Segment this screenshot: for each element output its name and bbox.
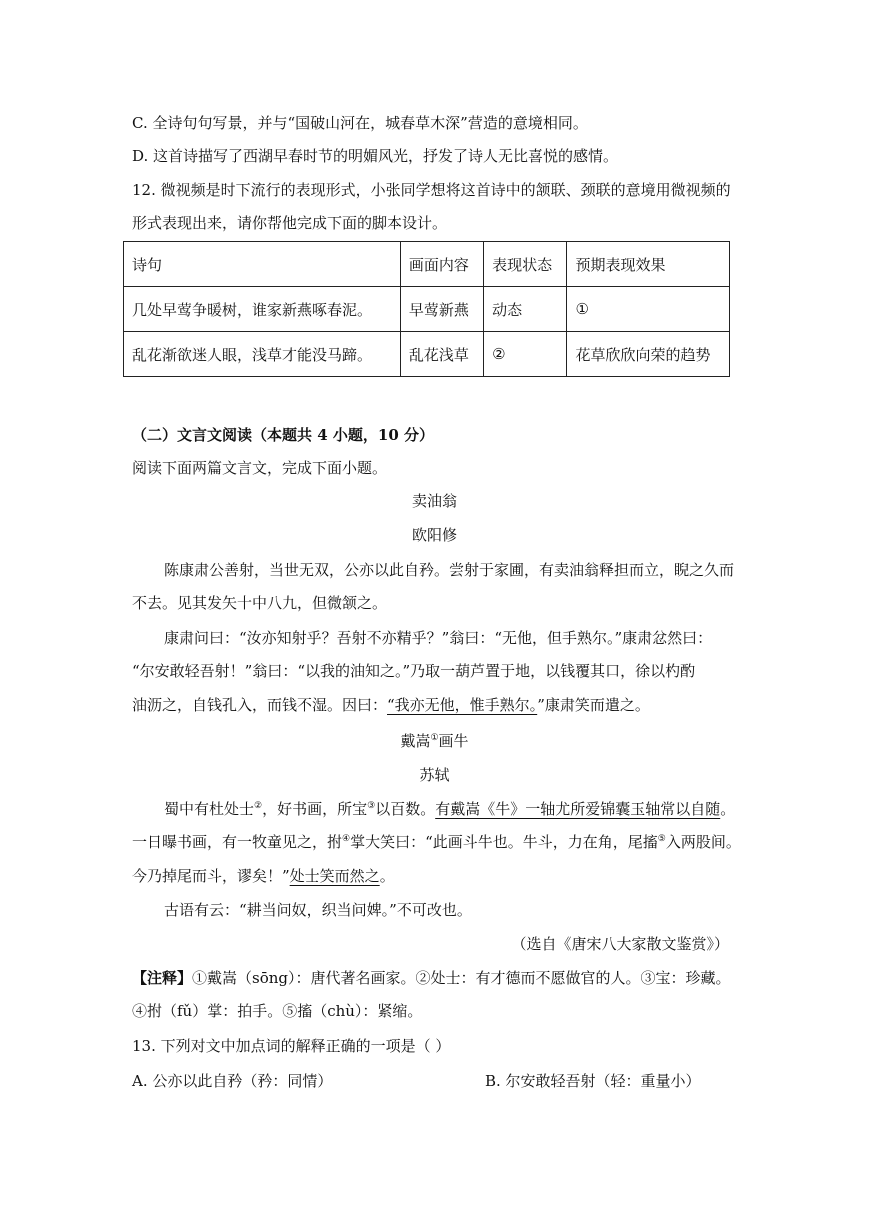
notes-line2: ④拊（fǔ）掌：拍手。⑤搐（chù）：紧缩。 [132,1002,423,1020]
footnote-marker: ⑤ [657,834,666,844]
table-row [124,287,730,332]
table-header-cell: 预期表现效果 [567,242,730,287]
option-d: D. 这首诗描写了西湖早春时节的明媚风光，抒发了诗人无比喜悦的感情。 [132,147,619,165]
underlined-sentence: “我亦无他，惟手熟尔。 [387,696,538,714]
table-header-row [124,242,730,287]
table-cell: 动态 [484,287,567,332]
question-13-stem: 13. 下列对文中加点词的解释正确的一项是（ ） [132,1037,451,1055]
footnote-marker: ① [430,733,439,743]
notes-line1: 【注释】①戴嵩（sōng）：唐代著名画家。②处士：有才德而不愿做官的人。③宝：珍藏。 [132,969,731,987]
table-cell: 几处早莺争暖树，谁家新燕啄春泥。 [124,287,401,332]
script-table [123,241,730,377]
table-cell: 乱花浅草 [400,332,483,377]
text2-title: 戴嵩①画牛 [400,732,469,750]
underlined-sentence: 有戴嵩《牛》一轴尤所爱锦囊玉轴常以自随 [435,800,721,818]
text1-p1-line1: 陈康肃公善射，当世无双，公亦以此自矜。尝射于家圃，有卖油翁释担而立，睨之久而 [164,561,735,579]
table-cell-blank-1: ① [567,287,730,332]
table-header-cell: 表现状态 [484,242,567,287]
text2-p2: 古语有云：“耕当问奴，织当问婢。”不可改也。 [164,901,472,919]
section-instruction: 阅读下面两篇文言文，完成下面小题。 [132,459,388,477]
question-12-line1: 12. 微视频是时下流行的表现形式，小张同学想将这首诗中的颔联、颈联的意境用微视频的 [132,181,731,199]
underlined-sentence: 处士笑而然之 [289,867,380,885]
question-13-option-a: A. 公亦以此自矜（矜：同情） [132,1072,333,1090]
text2-p1-line2: 一日曝书画，有一牧童见之，拊④掌大笑曰：“此画斗牛也。牛斗，力在角，尾搐⑤入两股间。 [132,833,741,851]
question-13-option-b: B. 尔安敢轻吾射（轻：重量小） [485,1072,701,1090]
table-header-cell: 画面内容 [400,242,483,287]
question-12-line2: 形式表现出来，请你帮他完成下面的脚本设计。 [132,214,448,232]
text1-p2-line3: 油沥之，自钱孔入，而钱不湿。因曰：“我亦无他，惟手熟尔。”康肃笑而遣之。 [132,696,650,714]
text1-author: 欧阳修 [411,526,457,544]
text2-p1-line3: 今乃掉尾而斗，谬矣！”处士笑而然之。 [132,867,395,885]
notes-label: 【注释】 [132,969,193,987]
text2-author: 苏轼 [419,766,450,784]
option-c: C. 全诗句句写景，并与“国破山河在，城春草木深”营造的意境相同。 [132,114,588,132]
table-row [124,332,730,377]
footnote-marker: ② [254,801,263,811]
text2-p1-line1: 蜀中有杜处士②，好书画，所宝③以百数。有戴嵩《牛》一轴尤所爱锦囊玉轴常以自随。 [164,800,736,818]
table-cell: 早莺新燕 [400,287,483,332]
table-cell: 乱花渐欲迷人眼，浅草才能没马蹄。 [124,332,401,377]
footnote-marker: ④ [342,834,351,844]
table-cell-blank-2: ② [484,332,567,377]
text1-title: 卖油翁 [411,492,457,510]
text1-p2-line1: 康肃问曰：“汝亦知射乎？吾射不亦精乎？”翁曰：“无他，但手熟尔。”康肃忿然曰： [164,629,713,647]
source-citation: （选自《唐宋八大家散文鉴赏》） [511,935,729,953]
section-heading: （二）文言文阅读（本题共 4 小题，10 分） [132,426,434,444]
table-header-cell: 诗句 [124,242,401,287]
text1-p2-line2: “尔安敢轻吾射！”翁曰：“以我的油知之。”乃取一葫芦置于地，以钱覆其口，徐以杓酌 [132,662,696,680]
table-cell: 花草欣欣向荣的趋势 [567,332,730,377]
text1-p1-line2: 不去。见其发矢十中八九，但微颔之。 [132,594,388,612]
footnote-marker: ③ [367,801,376,811]
